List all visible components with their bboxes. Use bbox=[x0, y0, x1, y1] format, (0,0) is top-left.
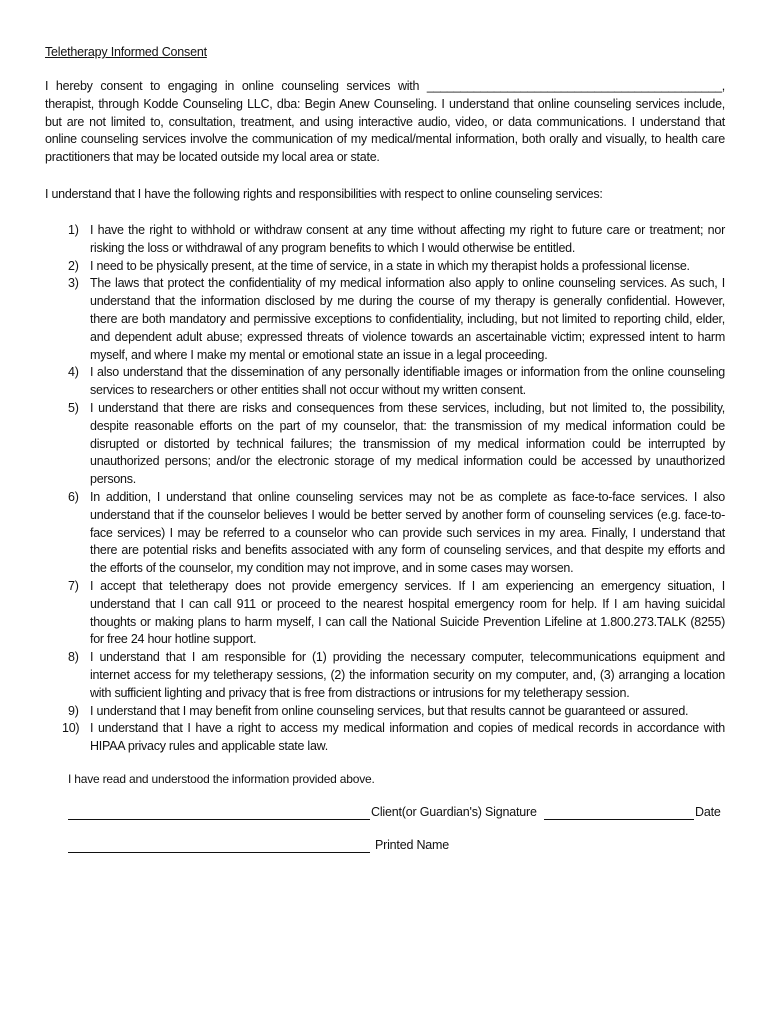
list-item bbox=[45, 720, 725, 756]
item-text: I need to be physically present, at the time of service, in a state in which my therapist holds a professional license. bbox=[90, 258, 690, 273]
item-text: I understand that there are risks and consequences from these services, including, but not limited to, the possibility, despite reasonable efforts on the part of my counselor, that: the transmission of my medical information could be disrupted or distorted by technical failures; the transmission of my medical information could be interrupted by unauthorized persons; and/or the electronic storage of my medical information could be accessed by unauthorized persons. bbox=[90, 400, 725, 487]
signature-line[interactable] bbox=[68, 819, 370, 820]
acknowledgement-text: I have read and understood the information provided above. bbox=[68, 772, 375, 786]
list-item bbox=[45, 649, 725, 702]
item-number: 8) bbox=[68, 650, 79, 665]
item-number: 5) bbox=[68, 400, 79, 415]
rights-intro-paragraph: I understand that I have the following rights and responsibilities with respect to online counseling services: bbox=[45, 187, 603, 201]
item-number: 10) bbox=[62, 721, 80, 736]
item-text: In addition, I understand that online counseling services may not be as complete as face-to-face services. I also understand that if the counselor believes I would be better served by another form of counseling services (e.g. face-to-face services) I may be referred to a counselor who can provide such services in my area. Finally, I understand that there are potential risks and benefits associated with any form of counseling services, and that despite my efforts and the efforts of the counselor, my condition may not improve, and in some cases may worsen. bbox=[90, 489, 725, 576]
signature-label: Client(or Guardian's) Signature bbox=[371, 805, 537, 819]
list-item bbox=[45, 703, 725, 721]
date-line[interactable] bbox=[544, 819, 694, 820]
item-text: I also understand that the dissemination of any personally identifiable images or information from the online counseling services to researchers or other entities shall not occur without my written consent. bbox=[90, 365, 725, 398]
item-text: I have the right to withhold or withdraw consent at any time without affecting my right to future care or treatment; nor risking the loss or withdrawal of any program benefits to which I would otherwise be entitled. bbox=[90, 223, 725, 255]
printed-name-line[interactable] bbox=[68, 852, 370, 853]
list-item bbox=[45, 258, 725, 276]
item-number: 9) bbox=[68, 703, 79, 718]
item-text: I understand that I may benefit from online counseling services, but that results cannot be guaranteed or assured. bbox=[90, 703, 689, 718]
item-text: The laws that protect the confidentiality of my medical information also apply to online counseling services. As such, I understand that the information disclosed by me during the course of my therapy is generally confidential. However, there are both mandatory and permissive exceptions to confidentiality, including, but not limited to reporting child, elder, and dependent adult abuse; expressed threats of violence towards an ascertainable victim; expressed intent to harm myself, and where I make my mental or emotional state an issue in a legal proceeding. bbox=[90, 276, 725, 362]
item-number: 6) bbox=[68, 489, 79, 504]
list-item bbox=[45, 400, 725, 489]
list-item bbox=[45, 275, 725, 364]
item-number: 3) bbox=[68, 276, 79, 291]
list-item bbox=[45, 489, 725, 578]
printed-name-label: Printed Name bbox=[375, 838, 450, 852]
item-number: 1) bbox=[68, 223, 79, 237]
date-label: Date bbox=[695, 805, 721, 819]
rights-list bbox=[45, 222, 725, 756]
item-number: 4) bbox=[68, 365, 79, 380]
item-text: I accept that teletherapy does not provide emergency services. If I am experiencing an emergency situation, I understand that I can call 911 or proceed to the nearest hospital emergency room for help. If I am having suicidal thoughts or making plans to harm myself, I can call the National Suicide Prevention Lifeline at 1.800.273.TALK (8255) for free 24 hour hotline support. bbox=[90, 578, 725, 647]
list-item bbox=[45, 364, 725, 400]
item-text: I understand that I am responsible for (1) providing the necessary computer, telecommunications equipment and internet access for my teletherapy sessions, (2) the information security on my computer, and, (3) arranging a location with sufficient lighting and privacy that is free from distractions or intrusions for my teletherapy session. bbox=[90, 650, 725, 700]
item-text: I understand that I have a right to access my medical information and copies of medical records in accordance with HIPAA privacy rules and applicable state law. bbox=[90, 721, 725, 754]
document-title: Teletherapy Informed Consent bbox=[45, 45, 207, 59]
list-item bbox=[45, 578, 725, 649]
item-number: 2) bbox=[68, 258, 79, 273]
consent-intro-paragraph: I hereby consent to engaging in online counseling services with ____________________________________________, therapist, through Kodde Counseling LLC, dba: Begin Anew Counseling. I understand that online counseling services include, but are not limited to, consultation, treatment, and using interactive audio, video, or data communications. I understand that online counseling services involve the communication of my medical/mental information, both orally and visually, to health care practitioners that may be located outside my local area or state. bbox=[45, 79, 725, 165]
item-number: 7) bbox=[68, 578, 79, 593]
list-item bbox=[45, 222, 725, 258]
